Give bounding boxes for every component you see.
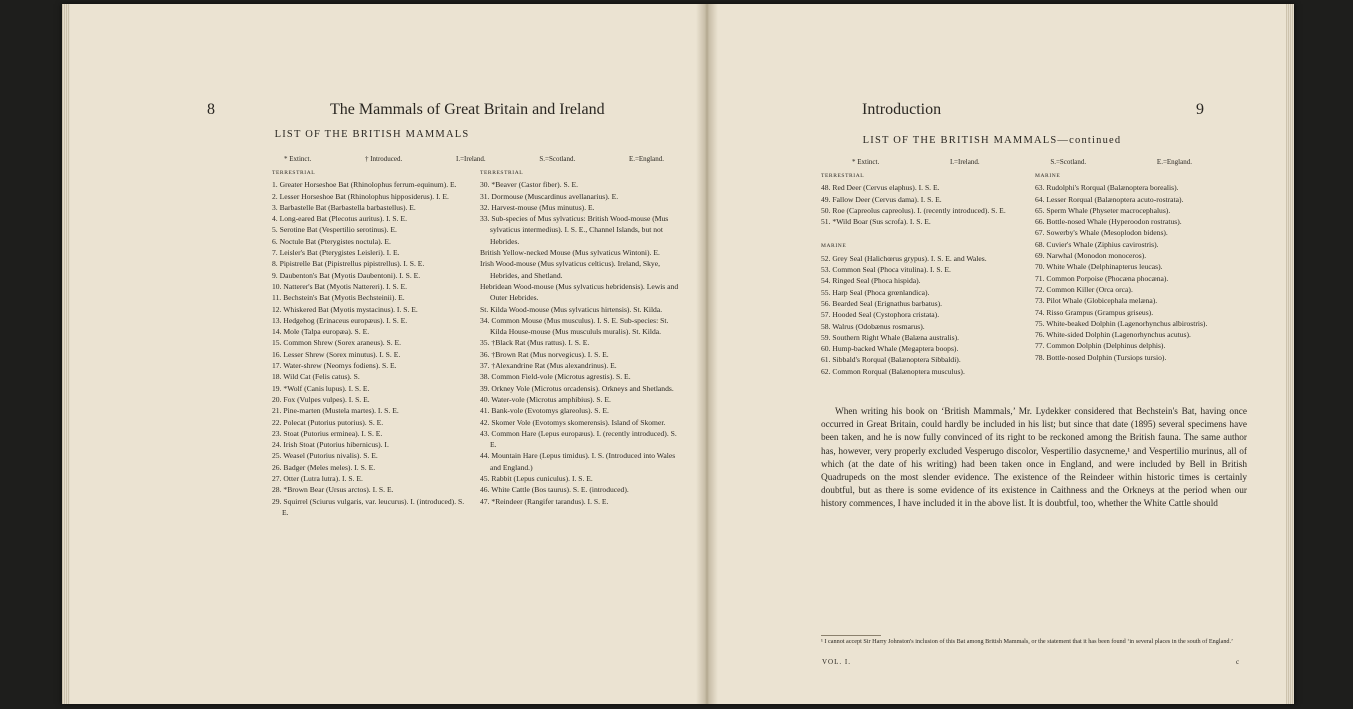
species-entry: 21. Pine-marten (Mustela martes). I. S. E.	[272, 406, 399, 416]
species-entry: 28. *Brown Bear (Ursus arctos). I. S. E.	[272, 485, 394, 495]
species-list	[821, 253, 1029, 377]
right-page	[712, 4, 1294, 704]
species-entry: 75. White-beaked Dolphin (Lagenorhynchus albirostris).	[1035, 318, 1208, 328]
section-heading: TERRESTRIAL	[480, 170, 524, 176]
species-entry: 54. Ringed Seal (Phoca hispida).	[821, 276, 921, 286]
species-entry: 37. †Alexandrine Rat (Mus alexandrinus). E.	[480, 361, 617, 371]
species-entry: Hebridean Wood-mouse (Mus sylvaticus hebridensis). Lewis and Outer Hebrides.	[480, 281, 679, 303]
species-entry: 1. Greater Horseshoe Bat (Rhinolophus ferrum-equinum). E.	[272, 180, 457, 190]
legend-item: E.=England.	[628, 155, 664, 163]
species-list	[1035, 182, 1243, 363]
species-entry: 63. Rudolphi's Rorqual (Balænoptera borealis).	[1035, 183, 1179, 193]
species-entry: 46. White Cattle (Bos taurus). S. E. (introduced).	[480, 485, 629, 495]
species-entry: 69. Narwhal (Monodon monoceros).	[1035, 251, 1147, 261]
species-entry: 68. Cuvier's Whale (Ziphius cavirostris).	[1035, 239, 1159, 249]
species-entry: 15. Common Shrew (Sorex araneus). S. E.	[272, 338, 402, 348]
species-entry: 67. Sowerby's Whale (Mesoplodon bidens).	[1035, 228, 1168, 238]
species-entry: 20. Fox (Vulpes vulpes). I. S. E.	[272, 394, 370, 404]
species-entry: 3. Barbastelle Bat (Barbastella barbastellus). E.	[272, 202, 416, 212]
section-heading: MARINE	[821, 243, 847, 250]
page-number: 9	[1196, 101, 1204, 118]
species-entry: 7. Leisler's Bat (Pterygistes Leisleri). I. E.	[272, 248, 400, 258]
species-entry: 35. †Black Rat (Mus rattus). I. S. E.	[480, 338, 590, 348]
species-entry: 17. Water-shrew (Neomys fodiens). S. E.	[272, 361, 397, 371]
species-entry: 49. Fallow Deer (Cervus dama). I. S. E.	[821, 194, 942, 204]
species-entry: 64. Lesser Rorqual (Balænoptera acuto-rostrata).	[1035, 194, 1184, 204]
legend-row	[852, 158, 1192, 166]
species-list	[272, 179, 468, 518]
species-entry: 10. Natterer's Bat (Myotis Nattereri). I. S. E.	[272, 281, 408, 291]
legend-item: * Extinct.	[284, 155, 312, 163]
page-number: 8	[207, 101, 215, 118]
species-entry: 40. Water-vole (Microtus amphibius). S. E.	[480, 394, 611, 404]
legend-item: I.=Ireland.	[456, 155, 486, 163]
species-entry: 26. Badger (Meles meles). I. S. E.	[272, 462, 376, 472]
species-entry: 27. Otter (Lutra lutra). I. S. E.	[272, 474, 363, 484]
species-entry: British Yellow-necked Mouse (Mus sylvaticus Wintoni). E.	[480, 248, 660, 258]
species-column-1	[272, 166, 468, 518]
species-entry: 38. Common Field-vole (Microtus agrestis). S. E.	[480, 372, 631, 382]
section-heading: MARINE	[1035, 173, 1061, 179]
species-entry: 11. Bechstein's Bat (Myotis Bechsteinii). E.	[272, 293, 405, 303]
species-entry: 36. †Brown Rat (Mus norvegicus). I. S. E.	[480, 349, 609, 359]
species-entry: 62. Common Rorqual (Balænoptera musculus).	[821, 366, 965, 376]
species-entry: 73. Pilot Whale (Globicephala melæna).	[1035, 296, 1158, 306]
species-entry: 4. Long-eared Bat (Plecotus auritus). I. S. E.	[272, 214, 407, 224]
species-entry: 24. Irish Stoat (Putorius hibernicus). I.	[272, 440, 389, 450]
species-entry: 71. Common Porpoise (Phocæna phocæna).	[1035, 273, 1169, 283]
species-column-2	[1035, 169, 1243, 363]
legend-item: S.=Scotland.	[1050, 158, 1087, 166]
species-entry: 58. Walrus (Odobænus rosmarus).	[821, 321, 925, 331]
section-heading: TERRESTRIAL	[272, 170, 316, 176]
species-list	[480, 179, 680, 507]
species-entry: 22. Polecat (Putorius putorius). S. E.	[272, 417, 384, 427]
species-entry: 42. Skomer Vole (Evotomys skomerensis). Island of Skomer.	[480, 417, 666, 427]
species-entry: 16. Lesser Shrew (Sorex minutus). I. S. E.	[272, 349, 401, 359]
species-entry: 60. Hump-backed Whale (Megaptera boops).	[821, 344, 959, 354]
species-entry: 52. Grey Seal (Halichœrus grypus). I. S. E. and Wales.	[821, 253, 987, 263]
species-entry: 56. Bearded Seal (Erignathus barbatus).	[821, 298, 943, 308]
species-entry: 47. *Reindeer (Rangifer tarandus). I. S. E.	[480, 496, 609, 506]
footnote-rule	[821, 635, 881, 636]
species-entry: 19. *Wolf (Canis lupus). I. S. E.	[272, 383, 370, 393]
species-entry: 14. Mole (Talpa europæa). S. E.	[272, 327, 370, 337]
species-entry: 70. White Whale (Delphinapterus leucas).	[1035, 262, 1163, 272]
species-entry: 30. *Beaver (Castor fiber). S. E.	[480, 180, 579, 190]
species-column-1	[821, 169, 1029, 377]
species-entry: 55. Harp Seal (Phoca grœnlandica).	[821, 287, 930, 297]
species-entry: Irish Wood-mouse (Mus sylvaticus celticus). Ireland, Skye, Hebrides, and Shetland.	[480, 259, 660, 280]
list-title: LIST OF THE BRITISH MAMMALS	[274, 129, 470, 140]
section-heading: TERRESTRIAL	[821, 173, 865, 179]
legend-item: I.=Ireland.	[949, 158, 980, 166]
legend-item: E.=England.	[1156, 158, 1192, 166]
species-entry: 48. Red Deer (Cervus elaphus). I. S. E.	[821, 183, 940, 193]
body-paragraph: When writing his book on ‘British Mammals,’ Mr. Lydekker considered that Bechstein's Bat, having once occurred in Great Britain, could hardly be included in his list; but since that date (1895) several specimens have been taken, and he is now fully convinced of its right to be reckoned among the British fauna. The same author has, however, very properly excluded Vesperugo discolor, Vespertilio dasycneme,¹ and Vespertilio murinus, all of which (at the date of his writing) had been taken once in England, and were included by Bell in British Quadrupeds on the most slender evidence. The existence of the Reindeer within historic times is certainly doubtful, but as there is some evidence of its existence in Caithness and the Orkneys at the period when our history commences, I have included it in the above list. It is doubtful, too, whether the White Cattle should	[821, 407, 1247, 510]
species-entry: 13. Hedgehog (Erinaceus europæus). I. S. E.	[272, 315, 408, 325]
species-entry: 5. Serotine Bat (Vespertilio serotinus). E.	[272, 225, 397, 235]
species-entry: 25. Weasel (Putorius nivalis). S. E.	[272, 451, 378, 461]
species-entry: 53. Common Seal (Phoca vitulina). I. S. E.	[821, 265, 951, 275]
species-entry: 77. Common Dolphin (Delphinus delphis).	[1035, 341, 1166, 351]
species-entry: 78. Bottle-nosed Dolphin (Tursiops tursio).	[1035, 352, 1167, 362]
species-entry: 39. Orkney Vole (Microtus orcadensis). Orkneys and Shetlands.	[480, 383, 674, 393]
legend-row	[284, 155, 664, 163]
species-column-2	[480, 166, 680, 507]
species-entry: 31. Dormouse (Muscardinus avellanarius). E.	[480, 191, 619, 201]
species-entry: 65. Sperm Whale (Physeter macrocephalus).	[1035, 205, 1171, 215]
species-entry: 66. Bottle-nosed Whale (Hyperoodon rostratus).	[1035, 217, 1182, 227]
species-entry: 44. Mountain Hare (Lepus timidus). I. S. (Introduced into Wales and England.)	[480, 451, 676, 472]
legend-item: † Introduced.	[364, 155, 403, 163]
species-list	[821, 182, 1029, 227]
species-entry: 72. Common Killer (Orca orca).	[1035, 284, 1133, 294]
book-spread	[62, 4, 1294, 704]
species-entry: 59. Southern Right Whale (Balæna australis).	[821, 332, 959, 342]
species-entry: 2. Lesser Horseshoe Bat (Rhinolophus hipposiderus). I. E.	[272, 191, 449, 201]
species-entry: 57. Hooded Seal (Cystophora cristata).	[821, 310, 940, 320]
running-head: The Mammals of Great Britain and Ireland	[330, 101, 605, 118]
species-entry: 18. Wild Cat (Felis catus). S.	[272, 372, 360, 382]
species-entry: 29. Squirrel (Sciurus vulgaris, var. leucurus). I. (introduced). S. E.	[272, 496, 465, 517]
species-entry: 61. Sibbald's Rorqual (Balænoptera Sibbaldi).	[821, 355, 961, 365]
species-entry: 8. Pipistrelle Bat (Pipistrellus pipistrellus). I. S. E.	[272, 259, 425, 269]
species-entry: 12. Whiskered Bat (Myotis mystacinus). I. S. E.	[272, 304, 418, 314]
species-entry: 45. Rabbit (Lepus cuniculus). I. S. E.	[480, 474, 593, 484]
species-entry: 43. Common Hare (Lepus europæus). I. (recently introduced). S. E.	[480, 428, 677, 450]
species-entry: 50. Roe (Capreolus capreolus). I. (recently introduced). S. E.	[821, 205, 1006, 215]
species-entry: 9. Daubenton's Bat (Myotis Daubentoni). I. S. E.	[272, 270, 421, 280]
species-entry: St. Kilda Wood-mouse (Mus sylvaticus hirtensis). St. Kilda.	[480, 304, 663, 314]
species-entry: 74. Risso Grampus (Grampus griseus).	[1035, 307, 1154, 317]
signature-volume: VOL. I.	[822, 658, 851, 666]
species-entry: 41. Bank-vole (Evotomys glareolus). S. E.	[480, 406, 609, 416]
species-entry: 23. Stoat (Putorius erminea). I. S. E.	[272, 428, 383, 438]
species-entry: 33. Sub-species of Mus sylvaticus: British Wood-mouse (Mus sylvaticus intermedius). I. S. E., Channel Islands, but not Hebrides.	[480, 214, 669, 246]
legend-item: * Extinct.	[852, 158, 880, 166]
running-head: Introduction	[862, 101, 942, 118]
left-page	[62, 4, 702, 704]
species-entry: 6. Noctule Bat (Pterygistes noctula). E.	[272, 236, 391, 246]
species-entry: 76. White-sided Dolphin (Lagenorhynchus acutus).	[1035, 330, 1191, 340]
legend-item: S.=Scotland.	[539, 155, 576, 163]
species-entry: 32. Harvest-mouse (Mus minutus). E.	[480, 202, 595, 212]
species-entry: 51. *Wild Boar (Sus scrofa). I. S. E.	[821, 217, 931, 227]
signature-mark: c	[1236, 658, 1241, 666]
list-title: LIST OF THE BRITISH MAMMALS—continued	[862, 135, 1122, 146]
species-entry: 34. Common Mouse (Mus musculus). I. S. E. Sub-species: St. Kilda House-mouse (Mus muscululs muralis). St. Kilda.	[480, 315, 669, 337]
footnote: ¹ I cannot accept Sir Harry Johnston's inclusion of this Bat among British Mammals, or the statement that it has been found ‘in several places in the south of England.’	[821, 638, 1234, 645]
